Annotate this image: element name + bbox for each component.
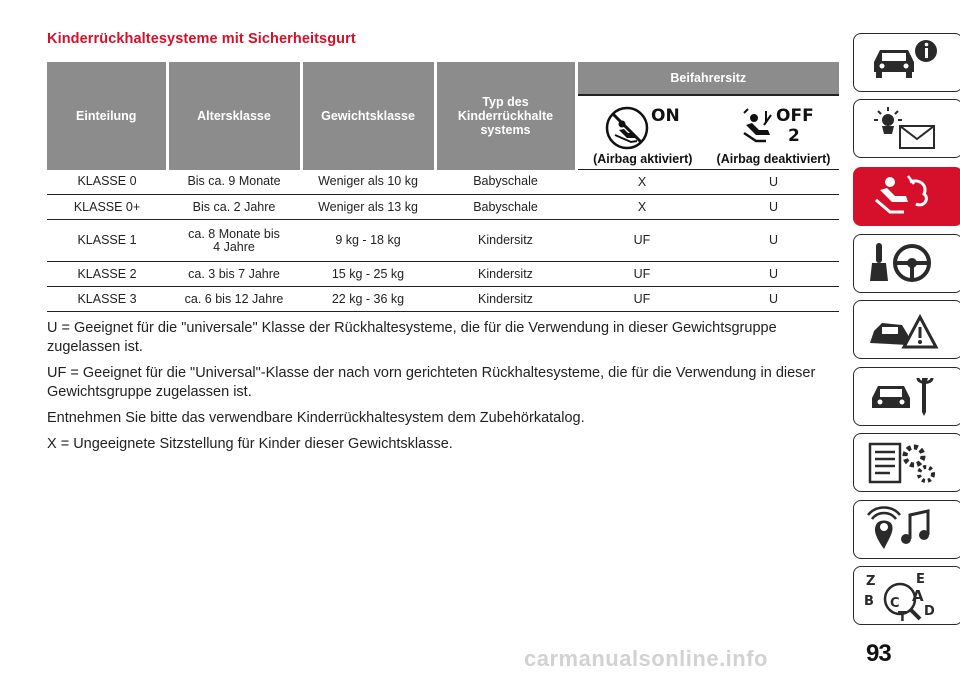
- cell-airbag-off: U: [708, 170, 839, 195]
- tab-multimedia[interactable]: [853, 500, 960, 559]
- page-number: 93: [866, 640, 891, 667]
- cell-airbag-on: X: [576, 195, 708, 220]
- cell-alter: ca. 6 bis 12 Jahre: [167, 287, 301, 312]
- cell-typ: Kindersitz: [435, 287, 576, 312]
- airbag-off-number: 2: [787, 126, 800, 146]
- cell-klasse: KLASSE 0+: [47, 195, 167, 220]
- index-letter-e: E: [916, 572, 925, 587]
- cell-klasse: KLASSE 2: [47, 262, 167, 287]
- index-letter-c: C: [890, 596, 900, 611]
- cell-typ: Babyschale: [435, 195, 576, 220]
- cell-alter: Bis ca. 9 Monate: [167, 170, 301, 195]
- cell-klasse: KLASSE 1: [47, 220, 167, 262]
- cell-gewicht: Weniger als 10 kg: [301, 170, 435, 195]
- maintenance-icon: [864, 372, 944, 422]
- table-row: [47, 220, 839, 262]
- index-letter-d: D: [924, 604, 935, 619]
- table-row: [47, 170, 839, 195]
- header-einteilung: Einteilung: [47, 62, 167, 170]
- tab-car-info[interactable]: [853, 33, 960, 92]
- multimedia-icon: [864, 505, 944, 555]
- cell-typ: Babyschale: [435, 170, 576, 195]
- warning-lights-icon: [864, 104, 944, 154]
- cell-alter: [167, 220, 301, 262]
- cell-airbag-on: UF: [576, 220, 708, 262]
- index-letter-t: T: [898, 610, 907, 623]
- table-row: [47, 262, 839, 287]
- cell-gewicht: 22 kg - 36 kg: [301, 287, 435, 312]
- airbag-on-text: ON: [650, 106, 680, 126]
- airbag-safety-icon: [864, 172, 944, 222]
- cell-gewicht: Weniger als 13 kg: [301, 195, 435, 220]
- cell-airbag-off: U: [708, 195, 839, 220]
- airbag-off-text: OFF: [775, 106, 814, 126]
- header-typ: [435, 62, 576, 170]
- cell-alter: ca. 3 bis 7 Jahre: [167, 262, 301, 287]
- tab-airbag-safety[interactable]: [853, 167, 960, 226]
- tab-warning-lights[interactable]: [853, 99, 960, 158]
- note-u: U = Geeignet für die "universale" Klasse der Rückhaltesysteme, die für die Verwendung in dieser Gewichtsgruppe zugelassen ist.: [47, 320, 777, 355]
- airbag-on-cell: [576, 95, 708, 170]
- emergency-icon: [864, 305, 944, 355]
- index-icon: [864, 571, 944, 623]
- cell-airbag-off: U: [708, 262, 839, 287]
- note-accessories: Entnehmen Sie bitte das verwendbare Kinderrückhaltesystem dem Zubehörkatalog.: [47, 410, 585, 426]
- cell-gewicht: 15 kg - 25 kg: [301, 262, 435, 287]
- note-x: X = Ungeeignete Sitzstellung für Kinder dieser Gewichtsklasse.: [47, 436, 453, 452]
- starting-driving-icon: [864, 239, 944, 289]
- watermark: carmanualsonline.info: [524, 646, 768, 671]
- cell-alter-line2: 4 Jahre: [213, 239, 255, 254]
- index-letter-a: A: [912, 587, 924, 605]
- cell-alter-line1: ca. 8 Monate bis: [188, 226, 280, 241]
- child-seat-table: [47, 62, 839, 312]
- header-typ-line1: Typ des: [482, 94, 529, 109]
- airbag-on-label: (Airbag aktiviert): [593, 152, 693, 166]
- header-beifahrersitz: Beifahrersitz: [576, 62, 839, 95]
- index-letter-z: Z: [866, 574, 876, 589]
- airbag-off-label: (Airbag deaktiviert): [716, 152, 831, 166]
- tab-emergency[interactable]: [853, 300, 960, 359]
- car-info-icon: [864, 38, 944, 88]
- airbag-on-icon: [601, 105, 685, 151]
- header-typ-line2: Kinderrückhalte: [457, 108, 554, 123]
- header-typ-line3: systems: [480, 122, 531, 137]
- header-altersklasse: Altersklasse: [167, 62, 301, 170]
- legend-notes: [47, 319, 837, 461]
- airbag-off-icon: [732, 105, 816, 151]
- tab-index[interactable]: [853, 566, 960, 625]
- page-title: Kinderrückhaltesysteme mit Sicherheitsgurt: [47, 31, 356, 47]
- technical-data-icon: [864, 438, 944, 488]
- tab-technical-data[interactable]: [853, 433, 960, 492]
- cell-airbag-off: U: [708, 220, 839, 262]
- cell-airbag-off: U: [708, 287, 839, 312]
- cell-klasse: KLASSE 0: [47, 170, 167, 195]
- cell-klasse: KLASSE 3: [47, 287, 167, 312]
- cell-typ: Kindersitz: [435, 220, 576, 262]
- cell-airbag-on: UF: [576, 287, 708, 312]
- cell-airbag-on: UF: [576, 262, 708, 287]
- index-letter-b: B: [864, 594, 874, 609]
- tab-starting-driving[interactable]: [853, 234, 960, 293]
- table-row: [47, 287, 839, 312]
- airbag-off-cell: [708, 95, 839, 170]
- note-uf: UF = Geeignet für die "Universal"-Klasse der nach vorn gerichteten Rückhaltesysteme, die für die Verwendung in dieser Gewichtsgruppe zugelassen ist.: [47, 365, 816, 400]
- cell-gewicht: 9 kg - 18 kg: [301, 220, 435, 262]
- tab-maintenance[interactable]: [853, 367, 960, 426]
- table-row: [47, 195, 839, 220]
- cell-alter: Bis ca. 2 Jahre: [167, 195, 301, 220]
- cell-typ: Kindersitz: [435, 262, 576, 287]
- cell-airbag-on: X: [576, 170, 708, 195]
- header-gewichtsklasse: Gewichtsklasse: [301, 62, 435, 170]
